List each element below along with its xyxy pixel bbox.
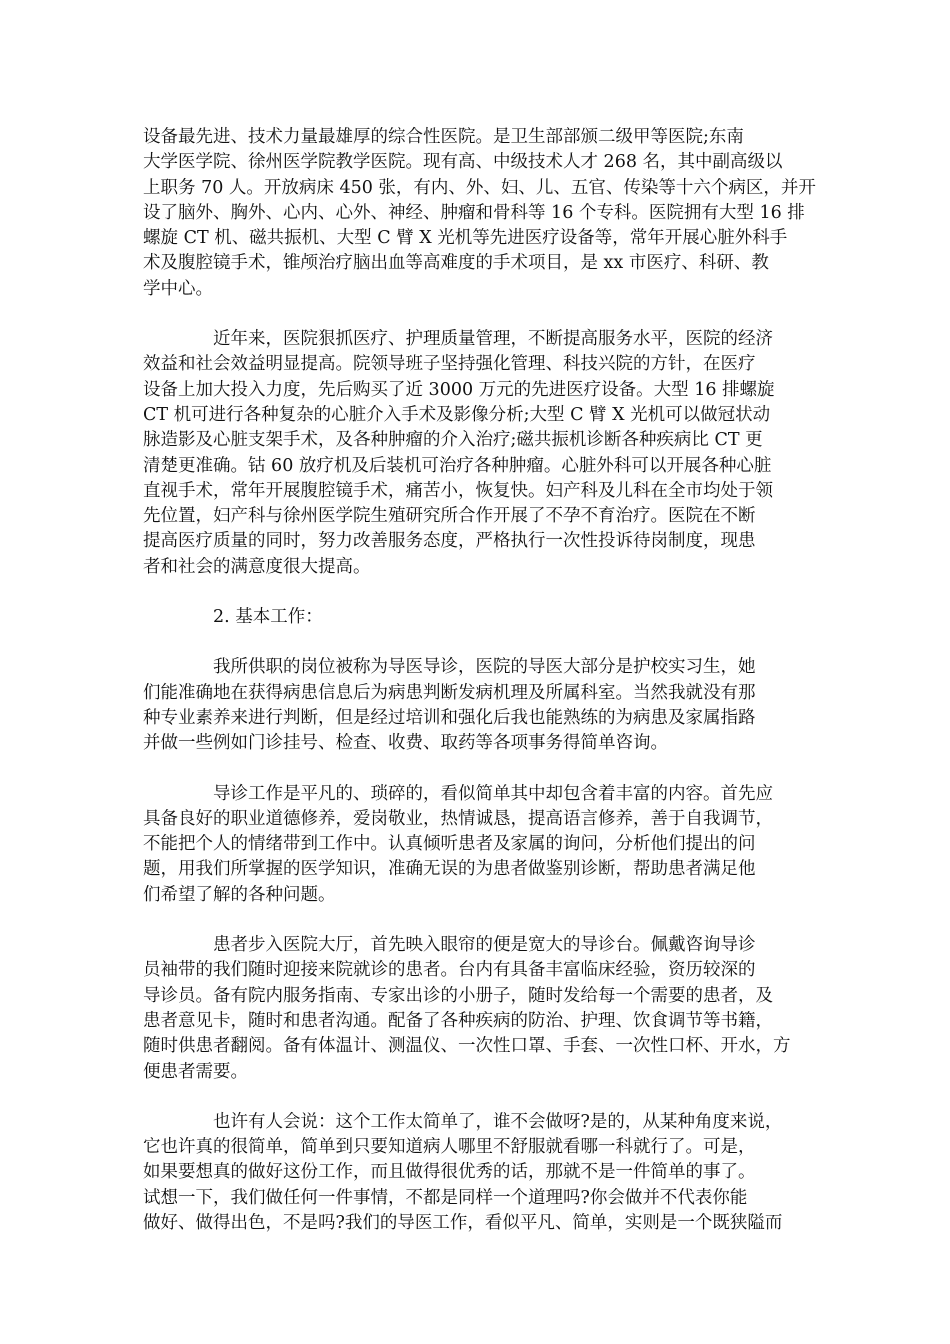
paragraph-guide-desk [143, 933, 808, 1085]
text-line: 上职务 70 人。开放病床 450 张，有内、外、妇、儿、五官、传染等十六个病区，并开 [143, 177, 816, 198]
paragraph-guide-position [143, 655, 808, 756]
text-line: 试想一下，我们做任何一件事情，不都是同样一个道理吗?你会做并不代表你能 [143, 1187, 748, 1208]
text-line: 学中心。 [143, 278, 213, 299]
document-page [143, 125, 816, 1261]
paragraph-hospital-overview [143, 125, 816, 302]
text-line: 螺旋 CT 机、磁共振机、大型 C 臂 X 光机等先进医疗设备等，常年开展心脏外科手 [143, 228, 788, 249]
text-line: 患者意见卡，随时和患者沟通。配备了各种疾病的防治、护理、饮食调节等书籍， [143, 1010, 773, 1031]
text-line: 设备上加大投入力度，先后购买了近 3000 万元的先进医疗设备。大型 16 排螺旋 [143, 379, 775, 400]
text-line: 直视手术，常年开展腹腔镜手术，痛苦小，恢复快。妇产科及儿科在全市均处于领 [143, 480, 773, 501]
text-line: 们希望了解的各种问题。 [143, 884, 336, 905]
paragraph-guide-work-nature [143, 782, 808, 908]
paragraph-reflection [143, 1110, 808, 1236]
text-line: 近年来，医院狠抓医疗、护理质量管理，不断提高服务水平，医院的经济 [213, 329, 773, 350]
text-line: 随时供患者翻阅。备有体温计、测温仪、一次性口罩、手套、一次性口杯、开水，方 [143, 1036, 791, 1057]
text-line: 做好、做得出色，不是吗?我们的导医工作，看似平凡、简单，实则是一个既狭隘而 [143, 1212, 783, 1233]
text-line: 提高医疗质量的同时，努力改善服务态度，严格执行一次性投诉待岗制度，现患 [143, 531, 756, 552]
text-line: CT 机可进行各种复杂的心脏介入手术及影像分析;大型 C 臂 X 光机可以做冠状动 [143, 404, 771, 425]
text-line: 设备最先进、技术力量最雄厚的综合性医院。是卫生部部颁二级甲等医院;东南 [143, 127, 744, 147]
text-line: 种专业素养来进行判断，但是经过培训和强化后我也能熟练的为病患及家属指路 [143, 707, 756, 728]
text-line: 我所供职的岗位被称为导医导诊，医院的导医大部分是护校实习生，她 [213, 657, 756, 678]
text-line: 脉造影及心脏支架手术，及各种肿瘤的介入治疗;磁共振机诊断各种疾病比 CT 更 [143, 430, 763, 451]
text-line: 导诊员。备有院内服务指南、专家出诊的小册子，随时发给每一个需要的患者，及 [143, 985, 773, 1006]
text-line: 们能准确地在获得病患信息后为病患判断发病机理及所属科室。当然我就没有那 [143, 682, 756, 703]
text-line: 患者步入医院大厅，首先映入眼帘的便是宽大的导诊台。佩戴咨询导诊 [213, 935, 756, 956]
text-line: 具备良好的职业道德修养，爱岗敬业，热情诚恳，提高语言修养，善于自我调节， [143, 808, 773, 829]
text-line: 员袖带的我们随时迎接来院就诊的患者。台内有具备丰富临床经验，资历较深的 [143, 960, 756, 981]
paragraph-recent-years [143, 327, 808, 580]
text-line: 不能把个人的情绪带到工作中。认真倾听患者及家属的询问，分析他们提出的问 [143, 834, 756, 855]
text-line: 大学医学院、徐州医学院教学医院。现有高、中级技术人才 268 名，其中副高级以 [143, 152, 783, 173]
text-line: 题，用我们所掌握的医学知识，准确无误的为患者做鉴别诊断，帮助患者满足他 [143, 859, 756, 880]
section-heading-basic-work [143, 605, 808, 630]
text-line: 导诊工作是平凡的、琐碎的，看似简单其中却包含着丰富的内容。首先应 [213, 783, 773, 804]
text-line: 术及腹腔镜手术，锥颅治疗脑出血等高难度的手术项目，是 xx 市医疗、科研、教 [143, 253, 769, 274]
text-line: 效益和社会效益明显提高。院领导班子坚持强化管理、科技兴院的方针，在医疗 [143, 354, 756, 375]
text-line: 并做一些例如门诊挂号、检查、收费、取药等各项事务得简单咨询。 [143, 733, 668, 754]
text-line: 清楚更准确。钴 60 放疗机及后装机可治疗各种肿瘤。心脏外科可以开展各种心脏 [143, 455, 772, 476]
text-line: 先位置，妇产科与徐州医学院生殖研究所合作开展了不孕不育治疗。医院在不断 [143, 506, 756, 527]
text-line: 者和社会的满意度很大提高。 [143, 556, 371, 577]
text-line: 设了脑外、胸外、心内、心外、神经、肿瘤和骨科等 16 个专科。医院拥有大型 16 排 [143, 202, 805, 223]
text-line: 它也许真的很简单，简单到只要知道病人哪里不舒服就看哪一科就行了。可是， [143, 1137, 756, 1158]
text-line: 便患者需要。 [143, 1061, 248, 1082]
section-heading: 2. 基本工作： [213, 607, 323, 628]
text-line: 如果要想真的做好这份工作，而且做得很优秀的话，那就不是一件简单的事了。 [143, 1162, 756, 1183]
text-line: 也许有人会说：这个工作太简单了，谁不会做呀?是的，从某种角度来说， [213, 1111, 783, 1132]
